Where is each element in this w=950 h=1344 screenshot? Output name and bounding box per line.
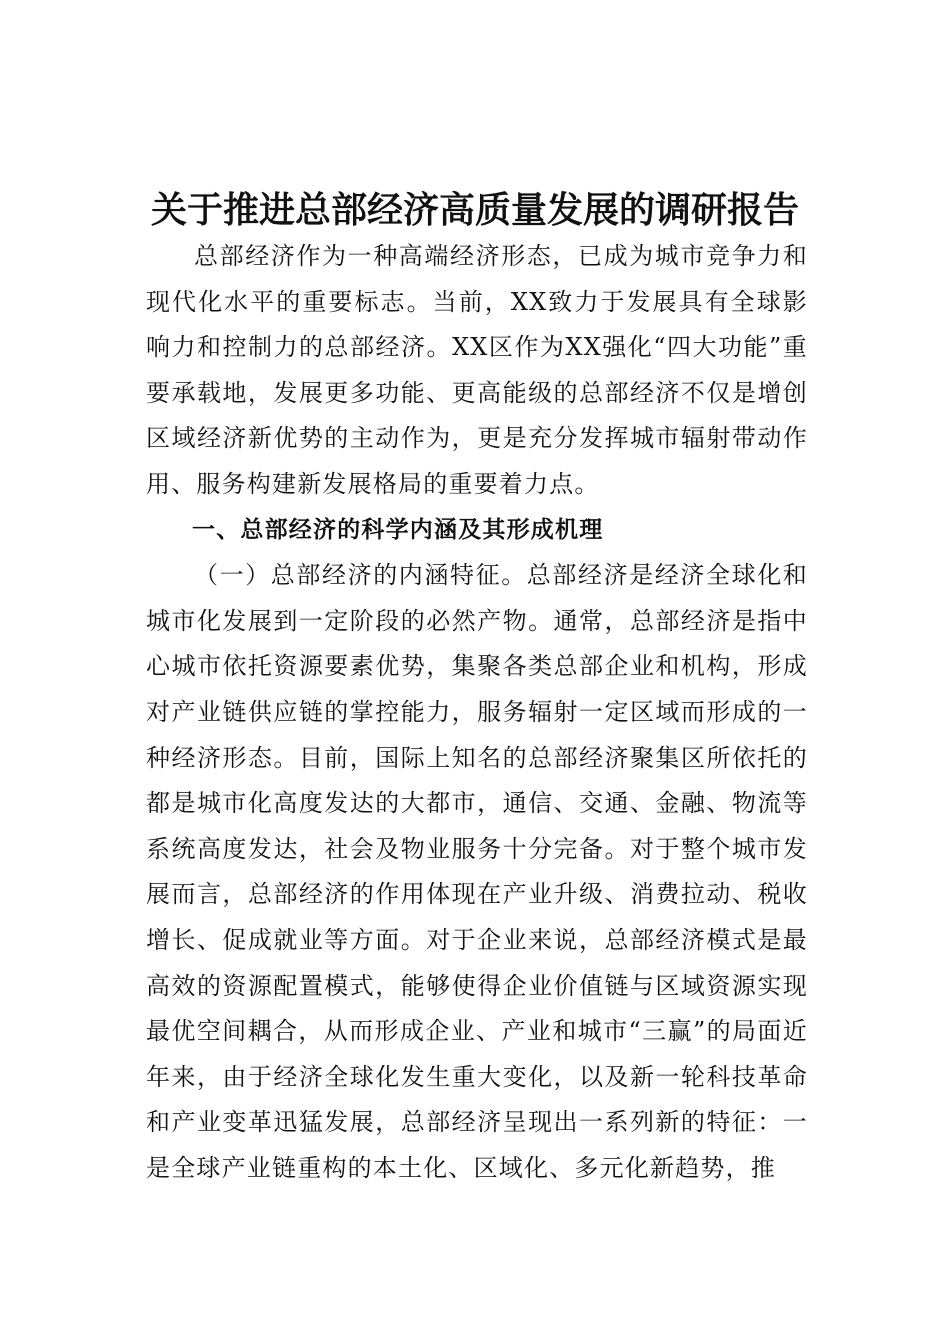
subsection-paragraph	[146, 553, 808, 1191]
intro-paragraph: 总部经济作为一种高端经济形态，已成为城市竞争力和现代化水平的重要标志。当前，XX致力于发展具有全球影响力和控制力的总部经济。XX区作为XX强化“四大功能”重要承载地，发展更多功能、更高能级的总部经济不仅是增创区域经济新优势的主动作为，更是充分发挥城市辐射带动作用、服务构建新发展格局的重要着力点。	[146, 242, 808, 498]
document-title: 关于推进总部经济高质量发展的调研报告	[150, 189, 799, 232]
subsection-text: 总部经济是经济全球化和城市化发展到一定阶段的必然产物。通常，总部经济是指中心城市依托资源要素优势，集聚各类总部企业和机构，形成对产业链供应链的掌控能力，服务辐射一定区域而形成的一种经济形态。目前，国际上知名的总部经济聚集区所依托的都是城市化高度发达的大都市，通信、交通、金融、物流等系统高度发达，社会及物业服务十分完备。对于整个城市发展而言，总部经济的作用体现在产业升级、消费拉动、税收增长、促成就业等方面。对于企业来说，总部经济模式是最高效的资源配置模式，能够使得企业价值链与区域资源实现最优空间耦合，从而形成企业、产业和城市“三赢”的局面近年来，由于经济全球化发生重大变化，以及新一轮科技革命和产业变革迅猛发展，总部经济呈现出一系列新的特征：一是全球产业链重构的本土化、区域化、多元化新趋势，推	[146, 561, 808, 1182]
section-heading: 一、总部经济的科学内涵及其形成机理	[192, 516, 604, 543]
subsection-lead: （一）总部经济的内涵特征。	[194, 561, 527, 590]
document-body	[146, 234, 808, 1191]
